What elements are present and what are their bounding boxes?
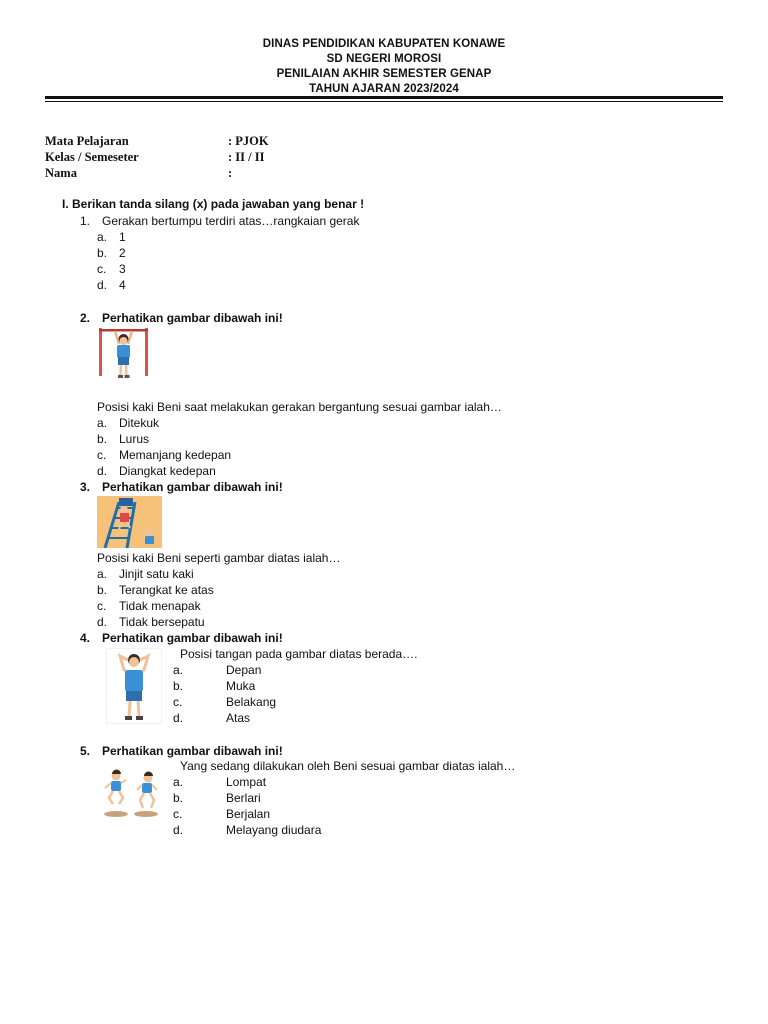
- q2-option-b-letter: b.: [97, 432, 108, 446]
- question-4-text: Perhatikan gambar dibawah ini!: [102, 631, 283, 645]
- info-label-subject: Mata Pelajaran: [45, 134, 129, 148]
- q2-option-d-letter: d.: [97, 464, 108, 478]
- q4-option-d-letter: d.: [173, 711, 184, 725]
- q5-option-b-letter: b.: [173, 791, 184, 805]
- q3-option-c-letter: c.: [97, 599, 107, 613]
- q1-option-d-letter: d.: [97, 278, 108, 292]
- q4-option-b-text: Muka: [226, 679, 256, 693]
- q4-option-c-text: Belakang: [226, 695, 277, 709]
- question-3-prompt: Posisi kaki Beni seperti gambar diatas ialah…: [97, 551, 341, 565]
- q5-option-a-letter: a.: [173, 775, 184, 789]
- info-value-name: :: [228, 166, 233, 180]
- jumping-illustration: [96, 768, 166, 820]
- q1-option-a-letter: a.: [97, 230, 108, 244]
- header-line-2: SD NEGERI MOROSI: [326, 53, 442, 65]
- question-2-text: Perhatikan gambar dibawah ini!: [102, 311, 283, 325]
- section-title: I. Berikan tanda silang (x) pada jawaban yang benar !: [62, 197, 365, 211]
- q2-option-c-letter: c.: [97, 448, 107, 462]
- header-divider-thick: [45, 96, 723, 99]
- q5-option-c-letter: c.: [173, 807, 183, 821]
- q1-option-c-text: 3: [119, 262, 126, 276]
- q3-option-a-text: Jinjit satu kaki: [119, 567, 194, 581]
- q4-option-a-text: Depan: [226, 663, 262, 677]
- info-value-subject: : PJOK: [228, 134, 269, 148]
- q2-option-d-text: Diangkat kedepan: [119, 464, 216, 478]
- q1-option-b-text: 2: [119, 246, 126, 260]
- question-4-number: 4.: [80, 631, 91, 645]
- q4-option-a-letter: a.: [173, 663, 184, 677]
- q1-option-b-letter: b.: [97, 246, 108, 260]
- header-line-1: DINAS PENDIDIKAN KABUPATEN KONAWE: [262, 38, 506, 50]
- q3-option-d-letter: d.: [97, 615, 108, 629]
- q5-option-b-text: Berlari: [226, 791, 261, 805]
- q5-option-d-text: Melayang diudara: [226, 823, 322, 837]
- hands-behind-head-illustration: [106, 648, 162, 724]
- q1-option-c-letter: c.: [97, 262, 107, 276]
- question-1-text: Gerakan bertumpu terdiri atas…rangkaian gerak: [102, 214, 360, 228]
- question-5-text: Perhatikan gambar dibawah ini!: [102, 744, 283, 758]
- question-3-number: 3.: [80, 480, 91, 494]
- question-2-number: 2.: [80, 311, 91, 325]
- q3-option-b-text: Terangkat ke atas: [119, 583, 214, 597]
- q3-option-c-text: Tidak menapak: [119, 599, 201, 613]
- hanging-bar-illustration: [96, 326, 152, 382]
- question-5-prompt: Yang sedang dilakukan oleh Beni sesuai gambar diatas ialah…: [180, 759, 516, 773]
- q4-option-d-text: Atas: [226, 711, 251, 725]
- q3-option-a-letter: a.: [97, 567, 108, 581]
- header-divider-thin: [45, 101, 723, 102]
- info-value-class: : II / II: [228, 150, 265, 164]
- q1-option-a-text: 1: [119, 230, 126, 244]
- question-3-text: Perhatikan gambar dibawah ini!: [102, 480, 283, 494]
- question-2-prompt: Posisi kaki Beni saat melakukan gerakan bergantung sesuai gambar ialah…: [97, 400, 502, 414]
- question-1-number: 1.: [80, 214, 91, 228]
- header-line-4: TAHUN AJARAN 2023/2024: [309, 83, 459, 95]
- q2-option-b-text: Lurus: [119, 432, 150, 446]
- q2-option-c-text: Memanjang kedepan: [119, 448, 232, 462]
- question-4-prompt: Posisi tangan pada gambar diatas berada….: [180, 647, 418, 661]
- q2-option-a-text: Ditekuk: [119, 416, 160, 430]
- q2-option-a-letter: a.: [97, 416, 108, 430]
- info-label-name: Nama: [45, 166, 77, 180]
- question-5-number: 5.: [80, 744, 91, 758]
- info-label-class: Kelas / Semeseter: [45, 150, 139, 164]
- q4-option-b-letter: b.: [173, 679, 184, 693]
- q5-option-a-text: Lompat: [226, 775, 267, 789]
- header-line-3: PENILAIAN AKHIR SEMESTER GENAP: [276, 68, 492, 80]
- q3-option-d-text: Tidak bersepatu: [119, 615, 205, 629]
- q1-option-d-text: 4: [119, 278, 126, 292]
- q4-option-c-letter: c.: [173, 695, 183, 709]
- q3-option-b-letter: b.: [97, 583, 108, 597]
- ladder-climb-illustration: [97, 496, 162, 548]
- q5-option-c-text: Berjalan: [226, 807, 271, 821]
- q5-option-d-letter: d.: [173, 823, 184, 837]
